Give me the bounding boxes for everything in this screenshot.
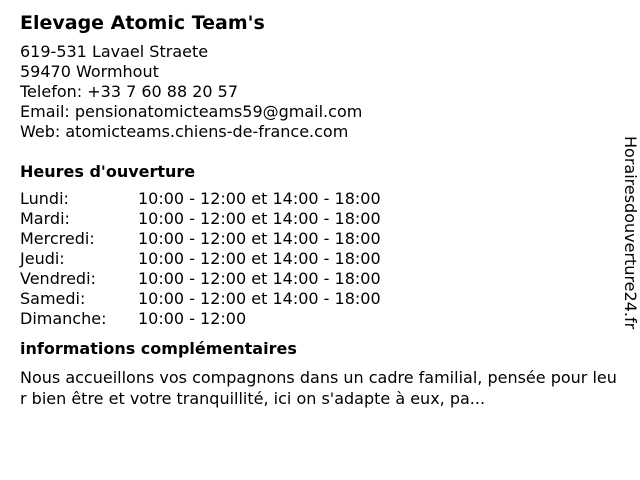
day-label: Dimanche: — [20, 309, 107, 328]
business-card — [20, 10, 620, 409]
opening-hours-heading: Heures d'ouverture — [20, 162, 196, 181]
hours-row-samedi — [20, 289, 620, 309]
additional-info-heading: informations complémentaires — [20, 339, 297, 358]
business-name: Elevage Atomic Team's — [20, 12, 265, 34]
time-range: 10:00 - 12:00 et 14:00 - 18:00 — [138, 249, 381, 268]
hours-row-lundi — [20, 189, 620, 209]
phone-number: Telefon: +33 7 60 88 20 57 — [20, 82, 239, 101]
additional-info-text: Nous accueillons vos compagnons dans un cadre familial, pensée pour leur bien être et votre tranquillité, ici on s'adapte à eux, pa... — [20, 368, 617, 408]
address-street: 619-531 Lavael Straete — [20, 42, 209, 61]
day-label: Lundi: — [20, 189, 69, 208]
address-city: 59470 Wormhout — [20, 62, 159, 81]
time-range: 10:00 - 12:00 — [138, 309, 247, 328]
site-watermark: Horairesdouverture24.fr — [621, 136, 640, 330]
hours-row-mercredi — [20, 229, 620, 249]
time-range: 10:00 - 12:00 et 14:00 - 18:00 — [138, 269, 381, 288]
day-label: Mardi: — [20, 209, 70, 228]
hours-row-mardi — [20, 209, 620, 229]
hours-row-dimanche — [20, 309, 620, 329]
website: Web: atomicteams.chiens-de-france.com — [20, 122, 349, 141]
opening-hours-table — [20, 189, 620, 329]
email-address: Email: pensionatomicteams59@gmail.com — [20, 102, 363, 121]
hours-row-jeudi — [20, 249, 620, 269]
hours-row-vendredi — [20, 269, 620, 289]
day-label: Jeudi: — [20, 249, 65, 268]
day-label: Mercredi: — [20, 229, 95, 248]
time-range: 10:00 - 12:00 et 14:00 - 18:00 — [138, 289, 381, 308]
day-label: Samedi: — [20, 289, 86, 308]
time-range: 10:00 - 12:00 et 14:00 - 18:00 — [138, 209, 381, 228]
time-range: 10:00 - 12:00 et 14:00 - 18:00 — [138, 229, 381, 248]
time-range: 10:00 - 12:00 et 14:00 - 18:00 — [138, 189, 381, 208]
day-label: Vendredi: — [20, 269, 96, 288]
